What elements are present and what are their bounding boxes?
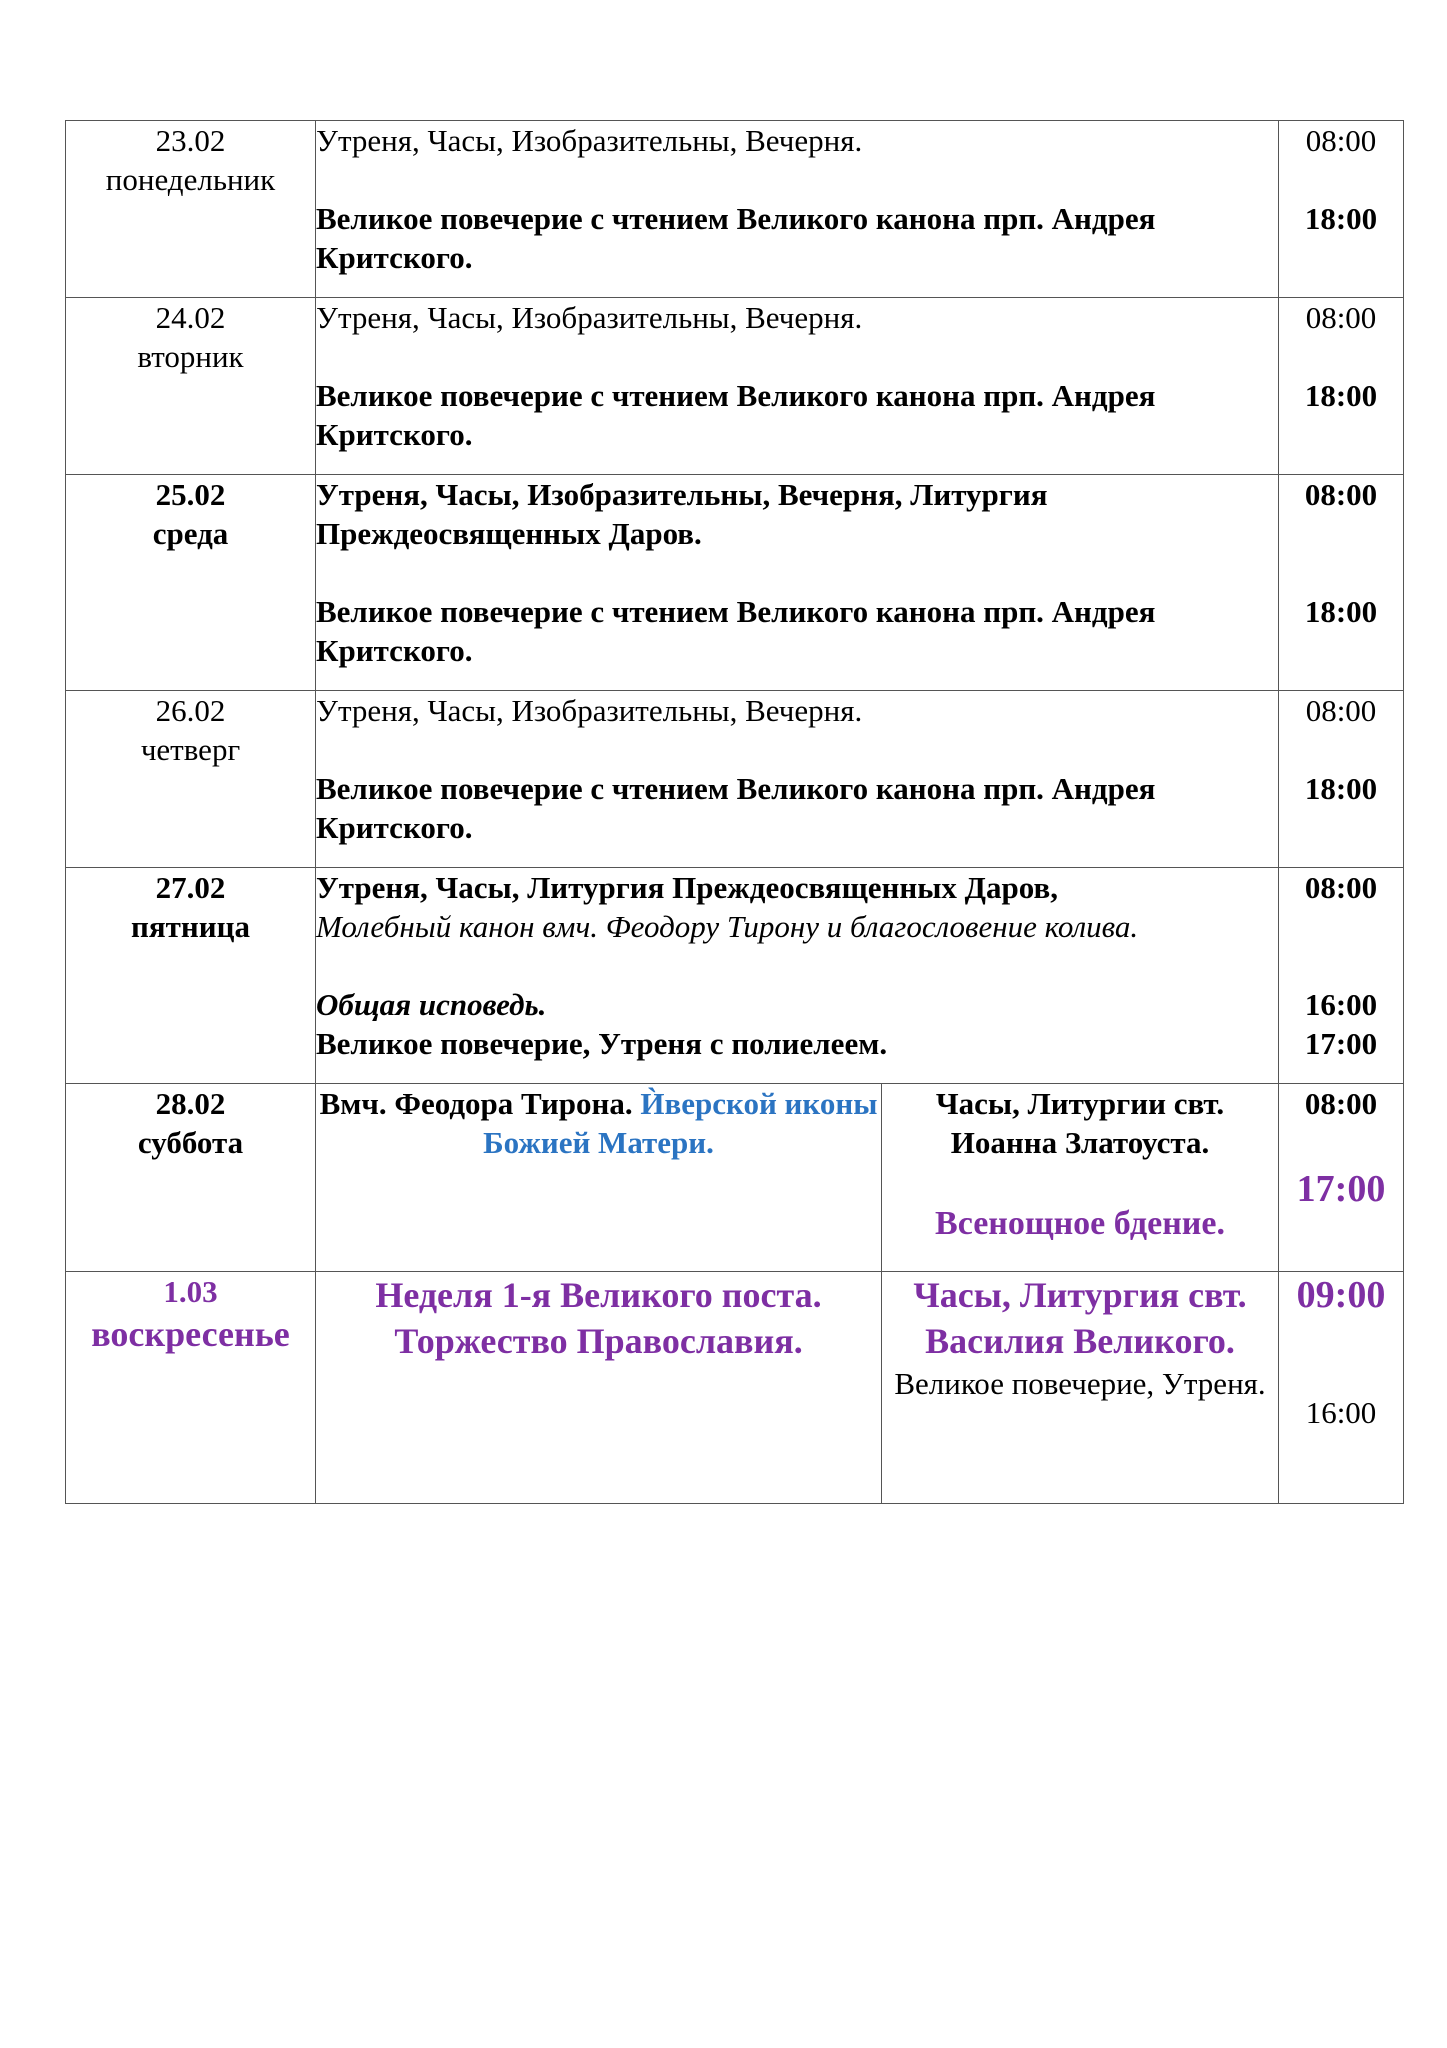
service-text: Утреня, Часы, Изобразительны, Вечерня.: [316, 693, 863, 728]
service-text: Великое повечерие с чтением Великого канона прп. Андрея Критского.: [316, 201, 1156, 275]
time-cell: [1279, 475, 1404, 691]
date-cell: [66, 691, 316, 868]
service-text-violet: Часы, Литургия свт. Василия Великого.: [913, 1275, 1247, 1361]
service-text: Утреня, Часы, Литургия Преждеосвященных Даров,: [316, 870, 1058, 905]
table-row: [66, 298, 1404, 475]
date-cell: [66, 868, 316, 1084]
date-cell: [66, 1272, 316, 1504]
feast-title-blue: Ѝверской иконы Божией Матери.: [483, 1086, 878, 1160]
services-cell: [316, 868, 1279, 1084]
service-text-violet: Всенощное бдение.: [935, 1205, 1225, 1242]
time: 08:00: [1304, 870, 1378, 905]
time: 18:00: [1304, 378, 1378, 413]
services-cell: [316, 691, 1279, 868]
time-violet: 09:00: [1296, 1274, 1386, 1316]
service-text: Великое повечерие с чтением Великого канона прп. Андрея Критского.: [316, 594, 1156, 668]
weekday: суббота: [137, 1125, 244, 1160]
date-cell: [66, 475, 316, 691]
weekday: среда: [152, 516, 229, 551]
time-cell: [1279, 868, 1404, 1084]
service-text: Часы, Литургии свт. Иоанна Златоуста.: [935, 1086, 1225, 1160]
time: 18:00: [1304, 201, 1378, 236]
service-text: Великое повечерие, Утреня с полиелеем.: [316, 1026, 888, 1061]
time: 08:00: [1305, 693, 1377, 728]
service-text: Утреня, Часы, Изобразительны, Вечерня, Литургия Преждеосвященных Даров.: [316, 477, 1048, 551]
weekday: вторник: [137, 339, 244, 374]
service-text: Утреня, Часы, Изобразительны, Вечерня.: [316, 300, 863, 335]
date-cell: [66, 121, 316, 298]
time: 18:00: [1304, 771, 1378, 806]
time-cell: [1279, 121, 1404, 298]
time-violet: 17:00: [1296, 1168, 1386, 1210]
services-cell: [316, 121, 1279, 298]
service-text: Общая исповедь.: [316, 987, 547, 1022]
weekday: понедельник: [105, 162, 276, 197]
time-cell: [1279, 1084, 1404, 1272]
time: 16:00: [1305, 1395, 1377, 1430]
service-text: Утреня, Часы, Изобразительны, Вечерня.: [316, 123, 863, 158]
weekday: четверг: [140, 732, 241, 767]
time: 08:00: [1305, 300, 1377, 335]
feast-title: Неделя 1-я Великого поста. Торжество Православия.: [375, 1275, 822, 1361]
time-cell: [1279, 298, 1404, 475]
time: 08:00: [1304, 477, 1378, 512]
table-row: [66, 475, 1404, 691]
table-row: [66, 1084, 1404, 1272]
date-cell: [66, 1084, 316, 1272]
service-text-italic: Молебный канон вмч. Феодору Тирону и благословение колива.: [316, 909, 1139, 944]
time: 08:00: [1304, 1086, 1378, 1121]
date: 23.02: [155, 123, 226, 158]
date: 26.02: [155, 693, 226, 728]
table-row: [66, 691, 1404, 868]
time: 18:00: [1304, 594, 1378, 629]
services-cell: [882, 1084, 1279, 1272]
table-row: [66, 121, 1404, 298]
service-text: Великое повечерие с чтением Великого канона прп. Андрея Критского.: [316, 378, 1156, 452]
feast-cell: [316, 1272, 882, 1504]
feast-cell: [316, 1084, 882, 1272]
date: 25.02: [155, 477, 226, 512]
date: 27.02: [155, 870, 226, 905]
date: 24.02: [155, 300, 226, 335]
services-cell: [316, 298, 1279, 475]
time-cell: [1279, 691, 1404, 868]
time: 16:00: [1304, 987, 1378, 1022]
table-row: [66, 868, 1404, 1084]
table-row: [66, 1272, 1404, 1504]
service-text: Великое повечерие, Утреня.: [894, 1366, 1266, 1401]
schedule-table: [65, 120, 1404, 1504]
date: 1.03: [163, 1274, 218, 1309]
date-cell: [66, 298, 316, 475]
weekday: пятница: [131, 909, 250, 944]
time: 17:00: [1304, 1026, 1378, 1061]
feast-title: Вмч. Феодора Тирона.: [319, 1086, 633, 1121]
services-cell: [882, 1272, 1279, 1504]
service-text: Великое повечерие с чтением Великого канона прп. Андрея Критского.: [316, 771, 1156, 845]
weekday: воскресенье: [91, 1314, 290, 1354]
time: 08:00: [1305, 123, 1377, 158]
date: 28.02: [155, 1086, 226, 1121]
time-cell: [1279, 1272, 1404, 1504]
services-cell: [316, 475, 1279, 691]
